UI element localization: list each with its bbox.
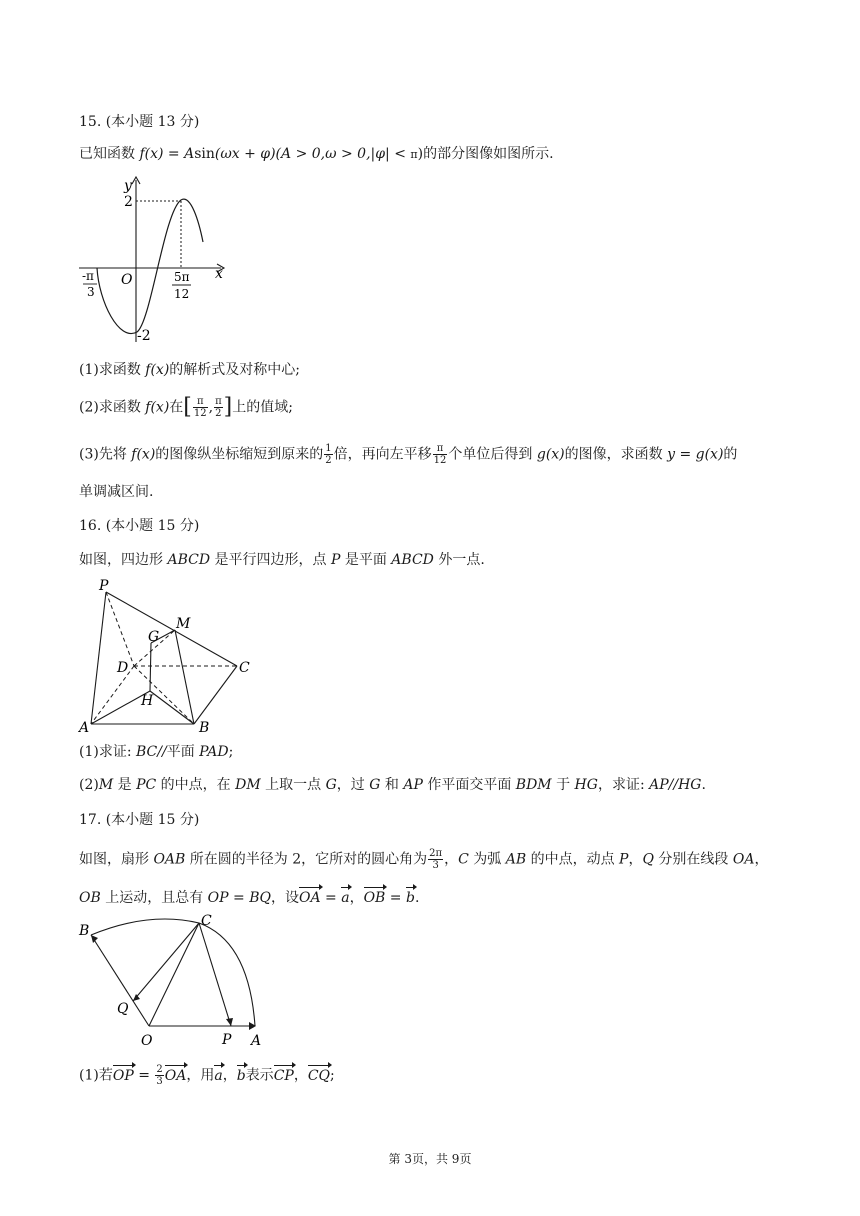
text: 是平面	[340, 552, 392, 568]
label-Q: Q	[117, 1001, 129, 1017]
text: .	[701, 777, 706, 793]
fraction	[155, 1064, 163, 1087]
math: ABCD	[167, 552, 211, 568]
text: ，求证:	[597, 777, 650, 793]
num: 2π	[429, 848, 443, 859]
page-footer: 第 3页，共 9页	[388, 1152, 472, 1166]
math: OB	[79, 890, 101, 906]
problem-15-q1	[79, 360, 300, 380]
math: M	[98, 777, 114, 793]
vector: CP	[273, 1067, 294, 1084]
label-P: P	[222, 1032, 232, 1048]
text: 个单位后得到	[448, 446, 537, 463]
den: 12	[193, 408, 207, 419]
num: π	[193, 396, 208, 408]
text: 倍，再向左平移	[333, 446, 432, 463]
text: 上的值域;	[232, 399, 293, 416]
vector: OP	[112, 1067, 134, 1084]
den: 2	[325, 455, 332, 466]
text: ，	[293, 1067, 308, 1084]
math: G	[369, 777, 381, 793]
text: 的图像，求函数	[564, 446, 668, 463]
math: g(x)	[536, 446, 565, 463]
math: OP = BQ	[207, 890, 271, 906]
label-B: B	[199, 720, 210, 736]
text: ，过	[336, 777, 370, 793]
label-D: D	[117, 660, 129, 676]
math: f(x)	[145, 362, 170, 378]
right-tick-den: 12	[174, 287, 190, 301]
math: C	[458, 851, 469, 868]
fraction	[433, 443, 448, 466]
text: (2)求函数	[79, 399, 146, 416]
math: ABCD	[391, 552, 434, 568]
text: (1)求函数	[79, 362, 146, 378]
vector: CQ	[307, 1067, 331, 1084]
math: HG	[574, 777, 598, 793]
math: OAB	[153, 851, 186, 868]
num: 1	[325, 443, 332, 454]
text: 的图像纵坐标缩短到原来的	[155, 446, 324, 463]
math: BC//	[136, 744, 167, 760]
label-C: C	[201, 913, 212, 929]
sine-graph	[79, 172, 239, 348]
text: .	[414, 890, 420, 906]
num: π	[215, 396, 222, 407]
pyramid-figure	[79, 578, 269, 738]
math: P	[619, 851, 629, 868]
text: 的解析式及对称中心;	[169, 362, 301, 378]
text: ，	[628, 851, 643, 868]
math: AB	[505, 851, 527, 868]
text: 是平行四边形，点	[210, 552, 331, 568]
math: AP//HG	[649, 777, 702, 793]
problem-15-header: 15. (本小题 13 分)	[79, 114, 200, 130]
vector: b	[405, 890, 415, 906]
math: PC	[136, 777, 157, 793]
den: 12	[433, 455, 447, 466]
num: 2	[156, 1064, 163, 1075]
label-C: C	[239, 660, 250, 676]
fraction	[214, 396, 223, 419]
vector: OA	[298, 890, 321, 906]
text: =	[385, 890, 406, 906]
math: (ωx + φ)(A > 0,ω > 0,|φ| <	[214, 146, 411, 162]
math: f(x) = A	[139, 146, 195, 162]
text: 于	[551, 777, 575, 793]
math: BDM	[515, 777, 552, 793]
math: π	[410, 148, 418, 161]
den: 2	[215, 408, 222, 419]
vector: b	[236, 1067, 246, 1084]
text: 如图，四边形	[79, 552, 168, 568]
text: 表示	[245, 1067, 274, 1084]
fraction	[193, 396, 208, 419]
text: 的中点，在	[156, 777, 236, 793]
sector-figure	[79, 913, 279, 1053]
problem-15-stem	[79, 144, 554, 165]
vector: OA	[164, 1067, 187, 1084]
text: 的中点，动点	[526, 851, 620, 868]
left-tick-num: -π	[82, 269, 94, 283]
problem-15-q2: (2)求函数 f(x)在[ $\frac{\pi}{12}$ , $\frac{\pi}{2}$ ]上的值域;	[79, 394, 293, 420]
text: 已知函数	[79, 146, 140, 162]
text: 的	[723, 446, 738, 463]
problem-16-q1	[79, 742, 233, 762]
label-H: H	[141, 693, 154, 709]
label-A: A	[79, 720, 90, 736]
problem-15-q3	[79, 443, 737, 466]
text: (1)若	[79, 1067, 113, 1084]
left-tick-den: 3	[87, 285, 95, 299]
fraction	[428, 848, 443, 871]
label-P: P	[99, 578, 109, 594]
problem-17-stem-line2	[79, 888, 419, 908]
math: G	[325, 777, 337, 793]
text: (3)先将	[79, 446, 132, 463]
text: 外一点.	[433, 552, 485, 568]
math: f(x)	[145, 399, 170, 416]
right-tick-num: 5π	[174, 270, 190, 284]
problem-16-stem	[79, 550, 485, 570]
text: 如图，扇形	[79, 851, 154, 868]
problem-16-header: 16. (本小题 15 分)	[79, 518, 200, 534]
problem-17-stem	[79, 848, 768, 871]
math: AP	[403, 777, 423, 793]
vector: a	[341, 890, 350, 906]
den: 3	[432, 860, 439, 871]
text: 作平面交平面	[422, 777, 516, 793]
max-label: 2	[124, 194, 133, 210]
text: 和	[380, 777, 404, 793]
problem-15-q3-line2: 单调减区间.	[79, 484, 154, 500]
math: DM	[235, 777, 261, 793]
fraction	[324, 443, 332, 466]
text: 为弧	[468, 851, 506, 868]
origin-label: O	[121, 272, 133, 288]
text: 上取一点	[260, 777, 326, 793]
text: )的部分图像如图所示.	[417, 146, 554, 162]
text: ;	[228, 744, 234, 760]
math: y = g(x)	[667, 446, 724, 463]
min-label: -2	[137, 328, 151, 344]
math: OA	[732, 851, 755, 868]
text: (2)	[79, 777, 99, 793]
y-axis-label: y	[124, 178, 132, 194]
num: π	[433, 443, 448, 455]
label-M: M	[176, 616, 191, 632]
text: 所在圆的半径为 2，它所对的圆心角为	[185, 851, 428, 868]
bracket: ]	[223, 394, 233, 420]
text: 上运动，且总有	[100, 890, 208, 906]
text: =	[320, 890, 342, 906]
math: P	[330, 552, 341, 568]
math: Q	[642, 851, 654, 868]
text: 分别在线段	[653, 851, 733, 868]
math: f(x)	[131, 446, 156, 463]
math: PAD	[199, 744, 229, 760]
problem-17-header: 17. (本小题 15 分)	[79, 812, 200, 828]
text: ，	[222, 1067, 237, 1084]
den: 3	[156, 1076, 163, 1087]
x-axis-label: x	[215, 266, 223, 282]
bracket: [	[183, 394, 192, 420]
vector: a	[214, 1067, 223, 1084]
text: ，	[444, 851, 459, 868]
text: ;	[330, 1067, 335, 1084]
text: ，	[349, 890, 364, 906]
problem-16-q2	[79, 775, 706, 795]
label-G: G	[148, 629, 160, 645]
text: =	[133, 1067, 155, 1084]
text: 是	[113, 777, 137, 793]
text: 平面	[166, 744, 200, 760]
label-O: O	[141, 1033, 153, 1049]
text: (1)求证:	[79, 744, 136, 760]
math: sin	[194, 146, 215, 162]
label-B: B	[79, 923, 90, 939]
text: ，用	[186, 1067, 215, 1084]
vector: OB	[363, 890, 386, 906]
text: 在	[169, 399, 184, 416]
text: ，	[754, 851, 769, 868]
text: ，设	[270, 890, 299, 906]
problem-17-q1	[79, 1064, 335, 1087]
label-A: A	[251, 1033, 262, 1049]
